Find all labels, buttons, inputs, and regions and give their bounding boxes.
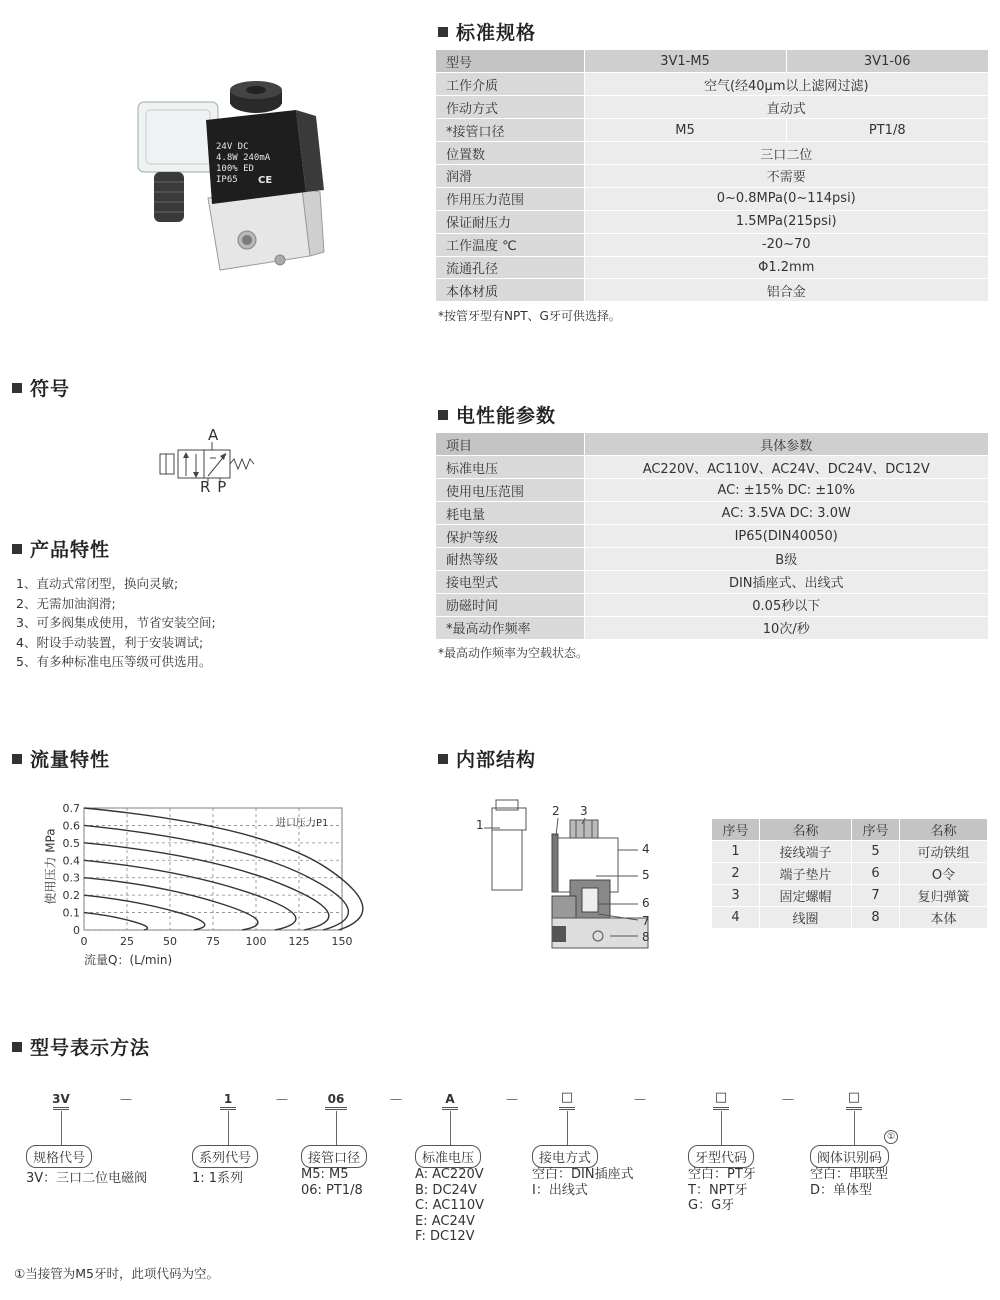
table-row (436, 433, 988, 456)
callout-7: 7 (642, 914, 650, 928)
list-item: 2、无需加油润滑; (16, 595, 116, 611)
flow-title: 流量特性 (12, 745, 110, 772)
code-connector (336, 1111, 337, 1145)
model-group-label: 牙型代码 (688, 1145, 754, 1168)
model-group-label: 标准电压 (415, 1145, 481, 1168)
model-group-desc: A: AC220V B: DC24V C: AC110V E: AC24V F: DC12V (415, 1167, 485, 1244)
code-connector (61, 1111, 62, 1145)
square-bullet-icon (438, 754, 448, 764)
model-group-label: 系列代号 (192, 1145, 258, 1168)
model-group-label: 阀体识别码 (810, 1145, 889, 1168)
coil-label-line: 4.8W 240mA (216, 153, 271, 163)
square-bullet-icon (12, 383, 22, 393)
model-code: □ (560, 1090, 574, 1105)
electrical-label: *最高动作频率 (436, 616, 584, 639)
electrical-note: *最高动作频率为空载状态。 (438, 646, 589, 660)
model-group-desc: 空白：DIN插座式 I：出线式 (532, 1167, 634, 1198)
parts-header: 序号 (852, 819, 900, 841)
model-group-desc: 空白：PT牙 T：NPT牙 G：G牙 (688, 1167, 756, 1213)
table-row (436, 210, 988, 233)
spec-model-1: 3V1-M5 (584, 50, 786, 73)
parts-header: 序号 (712, 819, 760, 841)
electrical-value: DIN插座式、出线式 (584, 570, 988, 593)
footnote-marker: ① (884, 1130, 898, 1144)
callout-8: 8 (642, 930, 650, 944)
square-bullet-icon (12, 754, 22, 764)
electrical-value: AC220V、AC110V、AC24V、DC24V、DC12V (584, 456, 988, 479)
spec-value: 直动式 (584, 96, 988, 119)
parts-cell: 3 (712, 885, 760, 907)
table-row (436, 187, 988, 210)
spec-value: 空气(经40μm以上滤网过滤) (584, 73, 988, 96)
model-code: A (445, 1092, 455, 1106)
model-code: □ (714, 1090, 728, 1105)
valve-symbol (156, 426, 266, 496)
table-row (436, 233, 988, 256)
port-a-label: A (208, 426, 219, 444)
electrical-title: 电性能参数 (438, 401, 556, 428)
parts-cell: 4 (712, 907, 760, 929)
spec-value: 三口二位 (584, 142, 988, 165)
code-underline (713, 1107, 729, 1110)
list-item: 1、直动式常闭型，换向灵敏; (16, 576, 179, 591)
y-tick-label: 0.4 (62, 854, 80, 868)
model-group-label: 规格代号 (26, 1145, 92, 1168)
spec-value: M5 (584, 119, 786, 142)
square-bullet-icon (12, 544, 22, 554)
y-tick-label: 0.6 (62, 819, 80, 833)
spec-label: 工作介质 (436, 73, 584, 96)
spec-note: *按管牙型有NPT、G牙可供选择。 (438, 309, 621, 323)
coil-label-line: 24V DC (216, 142, 249, 152)
electrical-label: 耐热等级 (436, 547, 584, 570)
parts-cell: 本体 (900, 907, 988, 929)
spec-value: 铝合金 (584, 279, 988, 302)
ce-mark: CE (258, 175, 273, 186)
code-underline (325, 1107, 347, 1110)
spec-value: 1.5MPa(215psi) (584, 210, 988, 233)
table-row (436, 456, 988, 479)
model-code: 06 (327, 1092, 345, 1106)
parts-cell: 7 (852, 885, 900, 907)
model-group-desc: 空白：串联型 D：单体型 (810, 1167, 889, 1198)
callout-2: 2 (552, 804, 560, 818)
flow-curve (84, 913, 147, 930)
model-dash: — (782, 1092, 794, 1106)
model-group-desc: M5: M5 06: PT1/8 (301, 1167, 363, 1198)
electrical-label: 项目 (436, 433, 584, 456)
electrical-value: 10次/秒 (584, 616, 988, 639)
y-tick-label: 0.2 (62, 889, 80, 903)
model-group-desc: 1: 1系列 (192, 1171, 244, 1186)
code-connector (450, 1111, 451, 1145)
square-bullet-icon (12, 1042, 22, 1052)
code-connector (721, 1111, 722, 1145)
table-row (712, 863, 988, 885)
y-tick-label: 0.7 (62, 802, 80, 815)
x-tick-label: 75 (206, 935, 220, 948)
coil-label-line: 100% ED (216, 164, 254, 174)
structure-title: 内部结构 (438, 745, 536, 772)
electrical-label: 使用电压范围 (436, 479, 584, 502)
model-group-label: 接管口径 (301, 1145, 367, 1168)
flow-curve (84, 843, 329, 930)
parts-cell: 5 (852, 841, 900, 863)
x-tick-label: 125 (288, 935, 310, 948)
y-tick-label: 0.1 (62, 906, 80, 920)
table-row (436, 593, 988, 616)
code-underline (846, 1107, 862, 1110)
parts-cell: 2 (712, 863, 760, 885)
list-item: 3、可多阀集成使用，节省安装空间; (16, 615, 216, 630)
symbol-title: 符号 (12, 374, 70, 401)
electrical-value: AC: 3.5VA DC: 3.0W (584, 502, 988, 525)
table-row (436, 525, 988, 548)
code-connector (228, 1111, 229, 1145)
table-row (712, 885, 988, 907)
model-title: 型号表示方法 (12, 1033, 150, 1060)
spec-value: 0~0.8MPa(0~114psi) (584, 187, 988, 210)
table-row (436, 547, 988, 570)
table-row (436, 96, 988, 119)
electrical-label: 励磁时间 (436, 593, 584, 616)
chart-xlabel: 流量Q：(L/min) (84, 953, 173, 967)
electrical-value: 0.05秒以下 (584, 593, 988, 616)
spec-label: 保证耐压力 (436, 210, 584, 233)
spec-label: 工作温度 ℃ (436, 233, 584, 256)
spec-label: 本体材质 (436, 279, 584, 302)
y-tick-label: 0.3 (62, 871, 80, 885)
parts-cell: 1 (712, 841, 760, 863)
parts-cell: 可动铁组 (900, 841, 988, 863)
code-underline (220, 1107, 236, 1110)
table-row (436, 570, 988, 593)
table-row (436, 502, 988, 525)
model-group-label: 接电方式 (532, 1145, 598, 1168)
parts-table (711, 818, 988, 929)
code-connector (854, 1111, 855, 1145)
list-item: 5、有多种标准电压等级可供选用。 (16, 654, 212, 669)
spec-model-2: 3V1-06 (786, 50, 988, 73)
features-title: 产品特性 (12, 535, 110, 562)
parts-cell: 端子垫片 (760, 863, 852, 885)
spec-value: 不需要 (584, 164, 988, 187)
parts-cell: 接线端子 (760, 841, 852, 863)
spec-title: 标准规格 (438, 18, 536, 45)
spec-label: 流通孔径 (436, 256, 584, 279)
parts-cell: 复归弹簧 (900, 885, 988, 907)
model-code: 3V (52, 1092, 70, 1106)
table-row (436, 119, 988, 142)
features-list (16, 574, 216, 672)
spec-label: 润滑 (436, 164, 584, 187)
spec-label: 作动方式 (436, 96, 584, 119)
spec-label: 型号 (436, 50, 584, 73)
chart-ylabel: 使用压力 MPa (43, 828, 58, 905)
port-rp-label: R P (200, 478, 228, 496)
spec-table (436, 50, 988, 302)
code-underline (559, 1107, 575, 1110)
model-dash: — (506, 1092, 518, 1106)
parts-cell: O令 (900, 863, 988, 885)
model-dash: — (634, 1092, 646, 1106)
x-tick-label: 0 (80, 935, 88, 948)
model-dash: — (390, 1092, 402, 1106)
model-code: 1 (223, 1092, 233, 1106)
square-bullet-icon (438, 410, 448, 420)
table-row (436, 142, 988, 165)
table-row (712, 819, 988, 841)
electrical-value: AC: ±15% DC: ±10% (584, 479, 988, 502)
product-photo (120, 80, 340, 290)
electrical-label: 标准电压 (436, 456, 584, 479)
chart-annotation: 进口压力P1 (276, 818, 329, 829)
parts-cell: 线圈 (760, 907, 852, 929)
table-row (436, 256, 988, 279)
parts-cell: 固定螺帽 (760, 885, 852, 907)
model-dash: — (276, 1092, 288, 1106)
model-group-desc: 3V：三口二位电磁阀 (26, 1171, 148, 1186)
callout-5: 5 (642, 868, 650, 882)
parts-header: 名称 (900, 819, 988, 841)
spec-value: PT1/8 (786, 119, 988, 142)
table-row (436, 616, 988, 639)
table-row (436, 279, 988, 302)
structure-drawing (470, 796, 660, 956)
x-tick-label: 25 (120, 935, 134, 948)
table-row (436, 164, 988, 187)
electrical-value: IP65(DIN40050) (584, 525, 988, 548)
code-underline (442, 1107, 458, 1110)
square-bullet-icon (438, 27, 448, 37)
callout-3: 3 (580, 804, 588, 818)
table-row (712, 841, 988, 863)
electrical-label: 保护等级 (436, 525, 584, 548)
coil-label-line: IP65 (216, 175, 238, 185)
table-row (436, 479, 988, 502)
spec-label: *接管口径 (436, 119, 584, 142)
x-tick-label: 100 (245, 935, 267, 948)
spec-value: Φ1.2mm (584, 256, 988, 279)
model-footnote: ①当接管为M5牙时，此项代码为空。 (14, 1266, 219, 1281)
callout-4: 4 (642, 842, 650, 856)
y-tick-label: 0.5 (62, 836, 80, 850)
electrical-label: 耗电量 (436, 502, 584, 525)
table-row (436, 73, 988, 96)
electrical-label: 接电型式 (436, 570, 584, 593)
parts-cell: 8 (852, 907, 900, 929)
parts-cell: 6 (852, 863, 900, 885)
electrical-value: B级 (584, 547, 988, 570)
table-row (712, 907, 988, 929)
model-code: □ (847, 1090, 861, 1105)
spec-label: 作用压力范围 (436, 187, 584, 210)
code-underline (53, 1107, 69, 1110)
x-tick-label: 150 (331, 935, 353, 948)
x-tick-label: 50 (163, 935, 177, 948)
list-item: 4、附设手动装置，利于安装调试; (16, 634, 204, 650)
y-tick-label: 0 (73, 924, 80, 937)
spec-label: 位置数 (436, 142, 584, 165)
callout-6: 6 (642, 896, 650, 910)
electrical-value: 具体参数 (584, 433, 988, 456)
model-dash: — (120, 1092, 132, 1106)
electrical-table (436, 433, 988, 640)
parts-header: 名称 (760, 819, 852, 841)
code-connector (567, 1111, 568, 1145)
spec-value: -20~70 (584, 233, 988, 256)
table-row (436, 50, 988, 73)
flow-curve (84, 878, 258, 930)
callout-1: 1 (476, 818, 484, 832)
